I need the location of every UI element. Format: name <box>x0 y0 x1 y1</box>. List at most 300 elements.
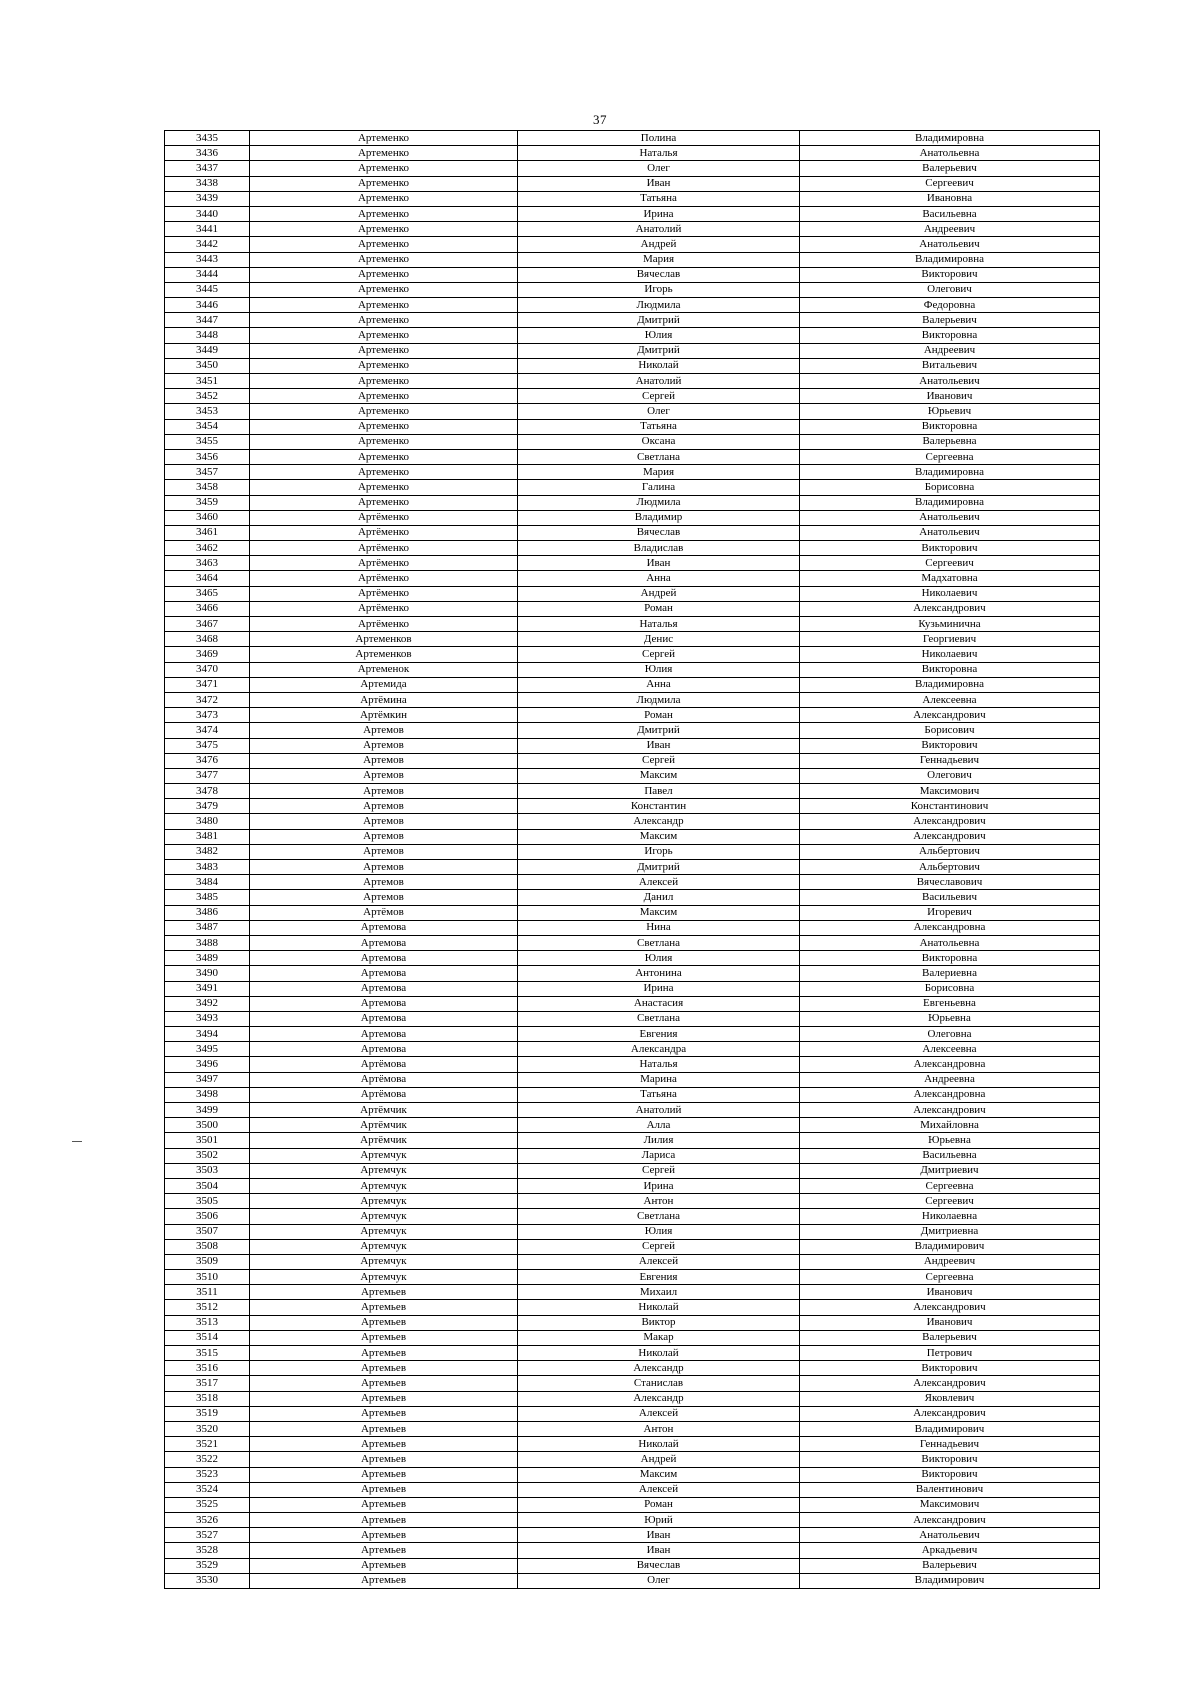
first-name-cell: Антон <box>518 1421 800 1436</box>
last-name-cell: Артеменко <box>250 191 518 206</box>
patronymic-cell: Александрович <box>800 601 1100 616</box>
first-name-cell: Иван <box>518 738 800 753</box>
patronymic-cell: Ивановна <box>800 191 1100 206</box>
last-name-cell: Артемьев <box>250 1376 518 1391</box>
patronymic-cell: Борисович <box>800 723 1100 738</box>
table-row <box>165 465 1100 480</box>
patronymic-cell: Владимировна <box>800 677 1100 692</box>
first-name-cell: Оксана <box>518 434 800 449</box>
table-row <box>165 1254 1100 1269</box>
patronymic-cell: Валериевна <box>800 966 1100 981</box>
table-row <box>165 389 1100 404</box>
patronymic-cell: Борисовна <box>800 480 1100 495</box>
last-name-cell: Артемова <box>250 966 518 981</box>
row-number-cell: 3446 <box>165 298 250 313</box>
patronymic-cell: Сергеевна <box>800 1178 1100 1193</box>
row-number-cell: 3465 <box>165 586 250 601</box>
last-name-cell: Артемов <box>250 875 518 890</box>
first-name-cell: Николай <box>518 1300 800 1315</box>
first-name-cell: Константин <box>518 799 800 814</box>
patronymic-cell: Владимировна <box>800 465 1100 480</box>
row-number-cell: 3481 <box>165 829 250 844</box>
table-row <box>165 434 1100 449</box>
patronymic-cell: Яковлевич <box>800 1391 1100 1406</box>
last-name-cell: Артеменков <box>250 647 518 662</box>
patronymic-cell: Владимирович <box>800 1573 1100 1588</box>
row-number-cell: 3509 <box>165 1254 250 1269</box>
patronymic-cell: Владимирович <box>800 1421 1100 1436</box>
row-number-cell: 3436 <box>165 146 250 161</box>
table-row <box>165 374 1100 389</box>
table-row <box>165 1057 1100 1072</box>
first-name-cell: Роман <box>518 708 800 723</box>
last-name-cell: Артемчук <box>250 1270 518 1285</box>
patronymic-cell: Анатольевич <box>800 510 1100 525</box>
row-number-cell: 3441 <box>165 222 250 237</box>
row-number-cell: 3442 <box>165 237 250 252</box>
first-name-cell: Мария <box>518 252 800 267</box>
table-row <box>165 298 1100 313</box>
patronymic-cell: Дмитриевич <box>800 1163 1100 1178</box>
last-name-cell: Артеменко <box>250 146 518 161</box>
table-row <box>165 844 1100 859</box>
first-name-cell: Ирина <box>518 1178 800 1193</box>
first-name-cell: Ирина <box>518 981 800 996</box>
row-number-cell: 3490 <box>165 966 250 981</box>
patronymic-cell: Алексеевна <box>800 1042 1100 1057</box>
row-number-cell: 3454 <box>165 419 250 434</box>
table-row <box>165 1558 1100 1573</box>
patronymic-cell: Александрович <box>800 1300 1100 1315</box>
table-row <box>165 176 1100 191</box>
row-number-cell: 3445 <box>165 282 250 297</box>
patronymic-cell: Викторовна <box>800 662 1100 677</box>
first-name-cell: Максим <box>518 829 800 844</box>
row-number-cell: 3499 <box>165 1103 250 1118</box>
table-row <box>165 738 1100 753</box>
table-row <box>165 632 1100 647</box>
table-row <box>165 495 1100 510</box>
row-number-cell: 3519 <box>165 1406 250 1421</box>
row-number-cell: 3528 <box>165 1543 250 1558</box>
row-number-cell: 3487 <box>165 920 250 935</box>
first-name-cell: Иван <box>518 1528 800 1543</box>
table-row <box>165 1482 1100 1497</box>
first-name-cell: Евгения <box>518 1027 800 1042</box>
last-name-cell: Артемьев <box>250 1421 518 1436</box>
patronymic-cell: Викторович <box>800 541 1100 556</box>
row-number-cell: 3523 <box>165 1467 250 1482</box>
first-name-cell: Анатолий <box>518 222 800 237</box>
patronymic-cell: Александровна <box>800 920 1100 935</box>
patronymic-cell: Александрович <box>800 814 1100 829</box>
first-name-cell: Вячеслав <box>518 525 800 540</box>
first-name-cell: Анна <box>518 677 800 692</box>
row-number-cell: 3518 <box>165 1391 250 1406</box>
table-row <box>165 1406 1100 1421</box>
first-name-cell: Максим <box>518 905 800 920</box>
last-name-cell: Артемьев <box>250 1437 518 1452</box>
last-name-cell: Артёменко <box>250 586 518 601</box>
last-name-cell: Артеменко <box>250 222 518 237</box>
patronymic-cell: Дмитриевна <box>800 1224 1100 1239</box>
first-name-cell: Дмитрий <box>518 723 800 738</box>
first-name-cell: Полина <box>518 131 800 146</box>
last-name-cell: Артёмова <box>250 1087 518 1102</box>
last-name-cell: Артеменко <box>250 389 518 404</box>
row-number-cell: 3435 <box>165 131 250 146</box>
patronymic-cell: Витальевич <box>800 358 1100 373</box>
patronymic-cell: Анатольевич <box>800 237 1100 252</box>
row-number-cell: 3500 <box>165 1118 250 1133</box>
patronymic-cell: Викторович <box>800 738 1100 753</box>
last-name-cell: Артемчук <box>250 1254 518 1269</box>
first-name-cell: Юлия <box>518 1224 800 1239</box>
patronymic-cell: Максимович <box>800 1497 1100 1512</box>
row-number-cell: 3440 <box>165 206 250 221</box>
table-row <box>165 966 1100 981</box>
last-name-cell: Артеменко <box>250 374 518 389</box>
last-name-cell: Артемьев <box>250 1300 518 1315</box>
last-name-cell: Артемчук <box>250 1239 518 1254</box>
table-row <box>165 252 1100 267</box>
patronymic-cell: Альбертович <box>800 860 1100 875</box>
patronymic-cell: Сергеевна <box>800 1270 1100 1285</box>
last-name-cell: Артемьев <box>250 1513 518 1528</box>
first-name-cell: Андрей <box>518 586 800 601</box>
patronymic-cell: Петрович <box>800 1346 1100 1361</box>
patronymic-cell: Николаевна <box>800 1209 1100 1224</box>
row-number-cell: 3474 <box>165 723 250 738</box>
last-name-cell: Артемьев <box>250 1482 518 1497</box>
row-number-cell: 3488 <box>165 935 250 950</box>
first-name-cell: Владислав <box>518 541 800 556</box>
row-number-cell: 3496 <box>165 1057 250 1072</box>
table-row <box>165 617 1100 632</box>
last-name-cell: Артеменко <box>250 206 518 221</box>
row-number-cell: 3506 <box>165 1209 250 1224</box>
row-number-cell: 3520 <box>165 1421 250 1436</box>
first-name-cell: Сергей <box>518 1239 800 1254</box>
table-row <box>165 1421 1100 1436</box>
first-name-cell: Алексей <box>518 1254 800 1269</box>
row-number-cell: 3514 <box>165 1330 250 1345</box>
row-number-cell: 3525 <box>165 1497 250 1512</box>
last-name-cell: Артемьев <box>250 1543 518 1558</box>
last-name-cell: Артемов <box>250 890 518 905</box>
first-name-cell: Ирина <box>518 206 800 221</box>
table-row <box>165 1467 1100 1482</box>
row-number-cell: 3484 <box>165 875 250 890</box>
patronymic-cell: Юрьевич <box>800 404 1100 419</box>
table-row <box>165 799 1100 814</box>
patronymic-cell: Альбертович <box>800 844 1100 859</box>
patronymic-cell: Геннадьевич <box>800 753 1100 768</box>
row-number-cell: 3526 <box>165 1513 250 1528</box>
first-name-cell: Марина <box>518 1072 800 1087</box>
last-name-cell: Артемьев <box>250 1573 518 1588</box>
first-name-cell: Сергей <box>518 647 800 662</box>
last-name-cell: Артемова <box>250 996 518 1011</box>
patronymic-cell: Александрович <box>800 1103 1100 1118</box>
table-row <box>165 480 1100 495</box>
last-name-cell: Артёменко <box>250 556 518 571</box>
patronymic-cell: Олегович <box>800 282 1100 297</box>
last-name-cell: Артемьев <box>250 1330 518 1345</box>
table-row <box>165 890 1100 905</box>
patronymic-cell: Аркадьевич <box>800 1543 1100 1558</box>
row-number-cell: 3493 <box>165 1011 250 1026</box>
first-name-cell: Олег <box>518 404 800 419</box>
first-name-cell: Антон <box>518 1194 800 1209</box>
patronymic-cell: Валерьевич <box>800 161 1100 176</box>
last-name-cell: Артёменко <box>250 525 518 540</box>
last-name-cell: Артёмчик <box>250 1103 518 1118</box>
row-number-cell: 3511 <box>165 1285 250 1300</box>
table-row <box>165 1452 1100 1467</box>
row-number-cell: 3449 <box>165 343 250 358</box>
table-row <box>165 358 1100 373</box>
patronymic-cell: Сергеевич <box>800 556 1100 571</box>
first-name-cell: Станислав <box>518 1376 800 1391</box>
row-number-cell: 3479 <box>165 799 250 814</box>
patronymic-cell: Николаевич <box>800 647 1100 662</box>
row-number-cell: 3508 <box>165 1239 250 1254</box>
row-number-cell: 3485 <box>165 890 250 905</box>
last-name-cell: Артёмова <box>250 1072 518 1087</box>
table-row <box>165 1391 1100 1406</box>
table-row <box>165 1528 1100 1543</box>
table-row <box>165 708 1100 723</box>
patronymic-cell: Анатольевна <box>800 146 1100 161</box>
last-name-cell: Артемьев <box>250 1391 518 1406</box>
row-number-cell: 3522 <box>165 1452 250 1467</box>
first-name-cell: Максим <box>518 768 800 783</box>
first-name-cell: Юлия <box>518 328 800 343</box>
row-number-cell: 3494 <box>165 1027 250 1042</box>
last-name-cell: Артемчук <box>250 1163 518 1178</box>
patronymic-cell: Александрович <box>800 829 1100 844</box>
first-name-cell: Татьяна <box>518 191 800 206</box>
patronymic-cell: Иванович <box>800 389 1100 404</box>
first-name-cell: Дмитрий <box>518 860 800 875</box>
table-row <box>165 343 1100 358</box>
table-row <box>165 935 1100 950</box>
patronymic-cell: Юрьевна <box>800 1133 1100 1148</box>
row-number-cell: 3510 <box>165 1270 250 1285</box>
patronymic-cell: Георгиевич <box>800 632 1100 647</box>
last-name-cell: Артемова <box>250 951 518 966</box>
table-row <box>165 1087 1100 1102</box>
row-number-cell: 3498 <box>165 1087 250 1102</box>
table-row <box>165 586 1100 601</box>
last-name-cell: Артеменко <box>250 161 518 176</box>
first-name-cell: Иван <box>518 176 800 191</box>
last-name-cell: Артёмов <box>250 905 518 920</box>
table-row <box>165 328 1100 343</box>
first-name-cell: Андрей <box>518 237 800 252</box>
patronymic-cell: Александровна <box>800 1057 1100 1072</box>
patronymic-cell: Александрович <box>800 1376 1100 1391</box>
table-row <box>165 313 1100 328</box>
patronymic-cell: Игоревич <box>800 905 1100 920</box>
table-row <box>165 1163 1100 1178</box>
patronymic-cell: Максимович <box>800 784 1100 799</box>
first-name-cell: Нина <box>518 920 800 935</box>
last-name-cell: Артеменко <box>250 434 518 449</box>
last-name-cell: Артемьев <box>250 1361 518 1376</box>
table-row <box>165 1072 1100 1087</box>
last-name-cell: Артёмкин <box>250 708 518 723</box>
first-name-cell: Андрей <box>518 1452 800 1467</box>
last-name-cell: Артемьев <box>250 1452 518 1467</box>
table-row <box>165 191 1100 206</box>
row-number-cell: 3452 <box>165 389 250 404</box>
last-name-cell: Артеменко <box>250 328 518 343</box>
last-name-cell: Артёменко <box>250 617 518 632</box>
table-row <box>165 1011 1100 1026</box>
patronymic-cell: Михайловна <box>800 1118 1100 1133</box>
first-name-cell: Юлия <box>518 662 800 677</box>
last-name-cell: Артемчук <box>250 1178 518 1193</box>
last-name-cell: Артеменко <box>250 358 518 373</box>
first-name-cell: Вячеслав <box>518 267 800 282</box>
last-name-cell: Артемьев <box>250 1558 518 1573</box>
patronymic-cell: Александрович <box>800 1513 1100 1528</box>
row-number-cell: 3469 <box>165 647 250 662</box>
patronymic-cell: Федоровна <box>800 298 1100 313</box>
last-name-cell: Артеменко <box>250 298 518 313</box>
table-row <box>165 814 1100 829</box>
table-row <box>165 556 1100 571</box>
row-number-cell: 3492 <box>165 996 250 1011</box>
patronymic-cell: Валерьевич <box>800 1330 1100 1345</box>
patronymic-cell: Васильевна <box>800 206 1100 221</box>
last-name-cell: Артемова <box>250 1042 518 1057</box>
row-number-cell: 3472 <box>165 692 250 707</box>
row-number-cell: 3504 <box>165 1178 250 1193</box>
row-number-cell: 3466 <box>165 601 250 616</box>
table-row <box>165 1148 1100 1163</box>
last-name-cell: Артёмова <box>250 1057 518 1072</box>
last-name-cell: Артеменко <box>250 343 518 358</box>
table-row <box>165 1376 1100 1391</box>
patronymic-cell: Владимирович <box>800 1239 1100 1254</box>
first-name-cell: Вячеслав <box>518 1558 800 1573</box>
table-row <box>165 662 1100 677</box>
row-number-cell: 3512 <box>165 1300 250 1315</box>
table-row <box>165 1315 1100 1330</box>
row-number-cell: 3513 <box>165 1315 250 1330</box>
first-name-cell: Наталья <box>518 617 800 632</box>
first-name-cell: Людмила <box>518 298 800 313</box>
patronymic-cell: Николаевич <box>800 586 1100 601</box>
row-number-cell: 3473 <box>165 708 250 723</box>
table-row <box>165 1285 1100 1300</box>
first-name-cell: Светлана <box>518 1209 800 1224</box>
patronymic-cell: Андреевич <box>800 1254 1100 1269</box>
first-name-cell: Сергей <box>518 1163 800 1178</box>
row-number-cell: 3463 <box>165 556 250 571</box>
row-number-cell: 3530 <box>165 1573 250 1588</box>
table-row <box>165 601 1100 616</box>
row-number-cell: 3470 <box>165 662 250 677</box>
patronymic-cell: Валерьевна <box>800 434 1100 449</box>
patronymic-cell: Викторовна <box>800 328 1100 343</box>
patronymic-cell: Валерьевич <box>800 1558 1100 1573</box>
last-name-cell: Артеменко <box>250 449 518 464</box>
table-row <box>165 237 1100 252</box>
row-number-cell: 3451 <box>165 374 250 389</box>
last-name-cell: Артеменко <box>250 267 518 282</box>
row-number-cell: 3516 <box>165 1361 250 1376</box>
table-row <box>165 1543 1100 1558</box>
last-name-cell: Артемова <box>250 1027 518 1042</box>
table-row <box>165 1573 1100 1588</box>
table-row <box>165 206 1100 221</box>
patronymic-cell: Юрьевна <box>800 1011 1100 1026</box>
patronymic-cell: Борисовна <box>800 981 1100 996</box>
last-name-cell: Артеменко <box>250 419 518 434</box>
first-name-cell: Александр <box>518 1361 800 1376</box>
patronymic-cell: Викторовна <box>800 951 1100 966</box>
first-name-cell: Сергей <box>518 753 800 768</box>
last-name-cell: Артеменко <box>250 404 518 419</box>
roster-body <box>165 131 1100 1589</box>
row-number-cell: 3497 <box>165 1072 250 1087</box>
row-number-cell: 3460 <box>165 510 250 525</box>
first-name-cell: Лилия <box>518 1133 800 1148</box>
last-name-cell: Артемов <box>250 844 518 859</box>
roster-table <box>164 130 1100 1589</box>
patronymic-cell: Анатольевич <box>800 374 1100 389</box>
table-row <box>165 1027 1100 1042</box>
first-name-cell: Николай <box>518 1437 800 1452</box>
first-name-cell: Алексей <box>518 1482 800 1497</box>
row-number-cell: 3450 <box>165 358 250 373</box>
last-name-cell: Артемчук <box>250 1148 518 1163</box>
last-name-cell: Артемьев <box>250 1285 518 1300</box>
first-name-cell: Галина <box>518 480 800 495</box>
first-name-cell: Светлана <box>518 935 800 950</box>
patronymic-cell: Мадхатовна <box>800 571 1100 586</box>
row-number-cell: 3505 <box>165 1194 250 1209</box>
first-name-cell: Юрий <box>518 1513 800 1528</box>
patronymic-cell: Владимировна <box>800 252 1100 267</box>
row-number-cell: 3443 <box>165 252 250 267</box>
first-name-cell: Светлана <box>518 1011 800 1026</box>
last-name-cell: Артёменко <box>250 601 518 616</box>
row-number-cell: 3521 <box>165 1437 250 1452</box>
row-number-cell: 3495 <box>165 1042 250 1057</box>
last-name-cell: Артёменко <box>250 571 518 586</box>
patronymic-cell: Иванович <box>800 1285 1100 1300</box>
table-row <box>165 677 1100 692</box>
table-row <box>165 1118 1100 1133</box>
table-row <box>165 1103 1100 1118</box>
table-row <box>165 1437 1100 1452</box>
row-number-cell: 3444 <box>165 267 250 282</box>
table-row <box>165 146 1100 161</box>
row-number-cell: 3503 <box>165 1163 250 1178</box>
patronymic-cell: Викторович <box>800 1452 1100 1467</box>
first-name-cell: Светлана <box>518 449 800 464</box>
row-number-cell: 3438 <box>165 176 250 191</box>
patronymic-cell: Анатольевна <box>800 935 1100 950</box>
row-number-cell: 3486 <box>165 905 250 920</box>
patronymic-cell: Анатольевич <box>800 1528 1100 1543</box>
patronymic-cell: Алексеевна <box>800 692 1100 707</box>
